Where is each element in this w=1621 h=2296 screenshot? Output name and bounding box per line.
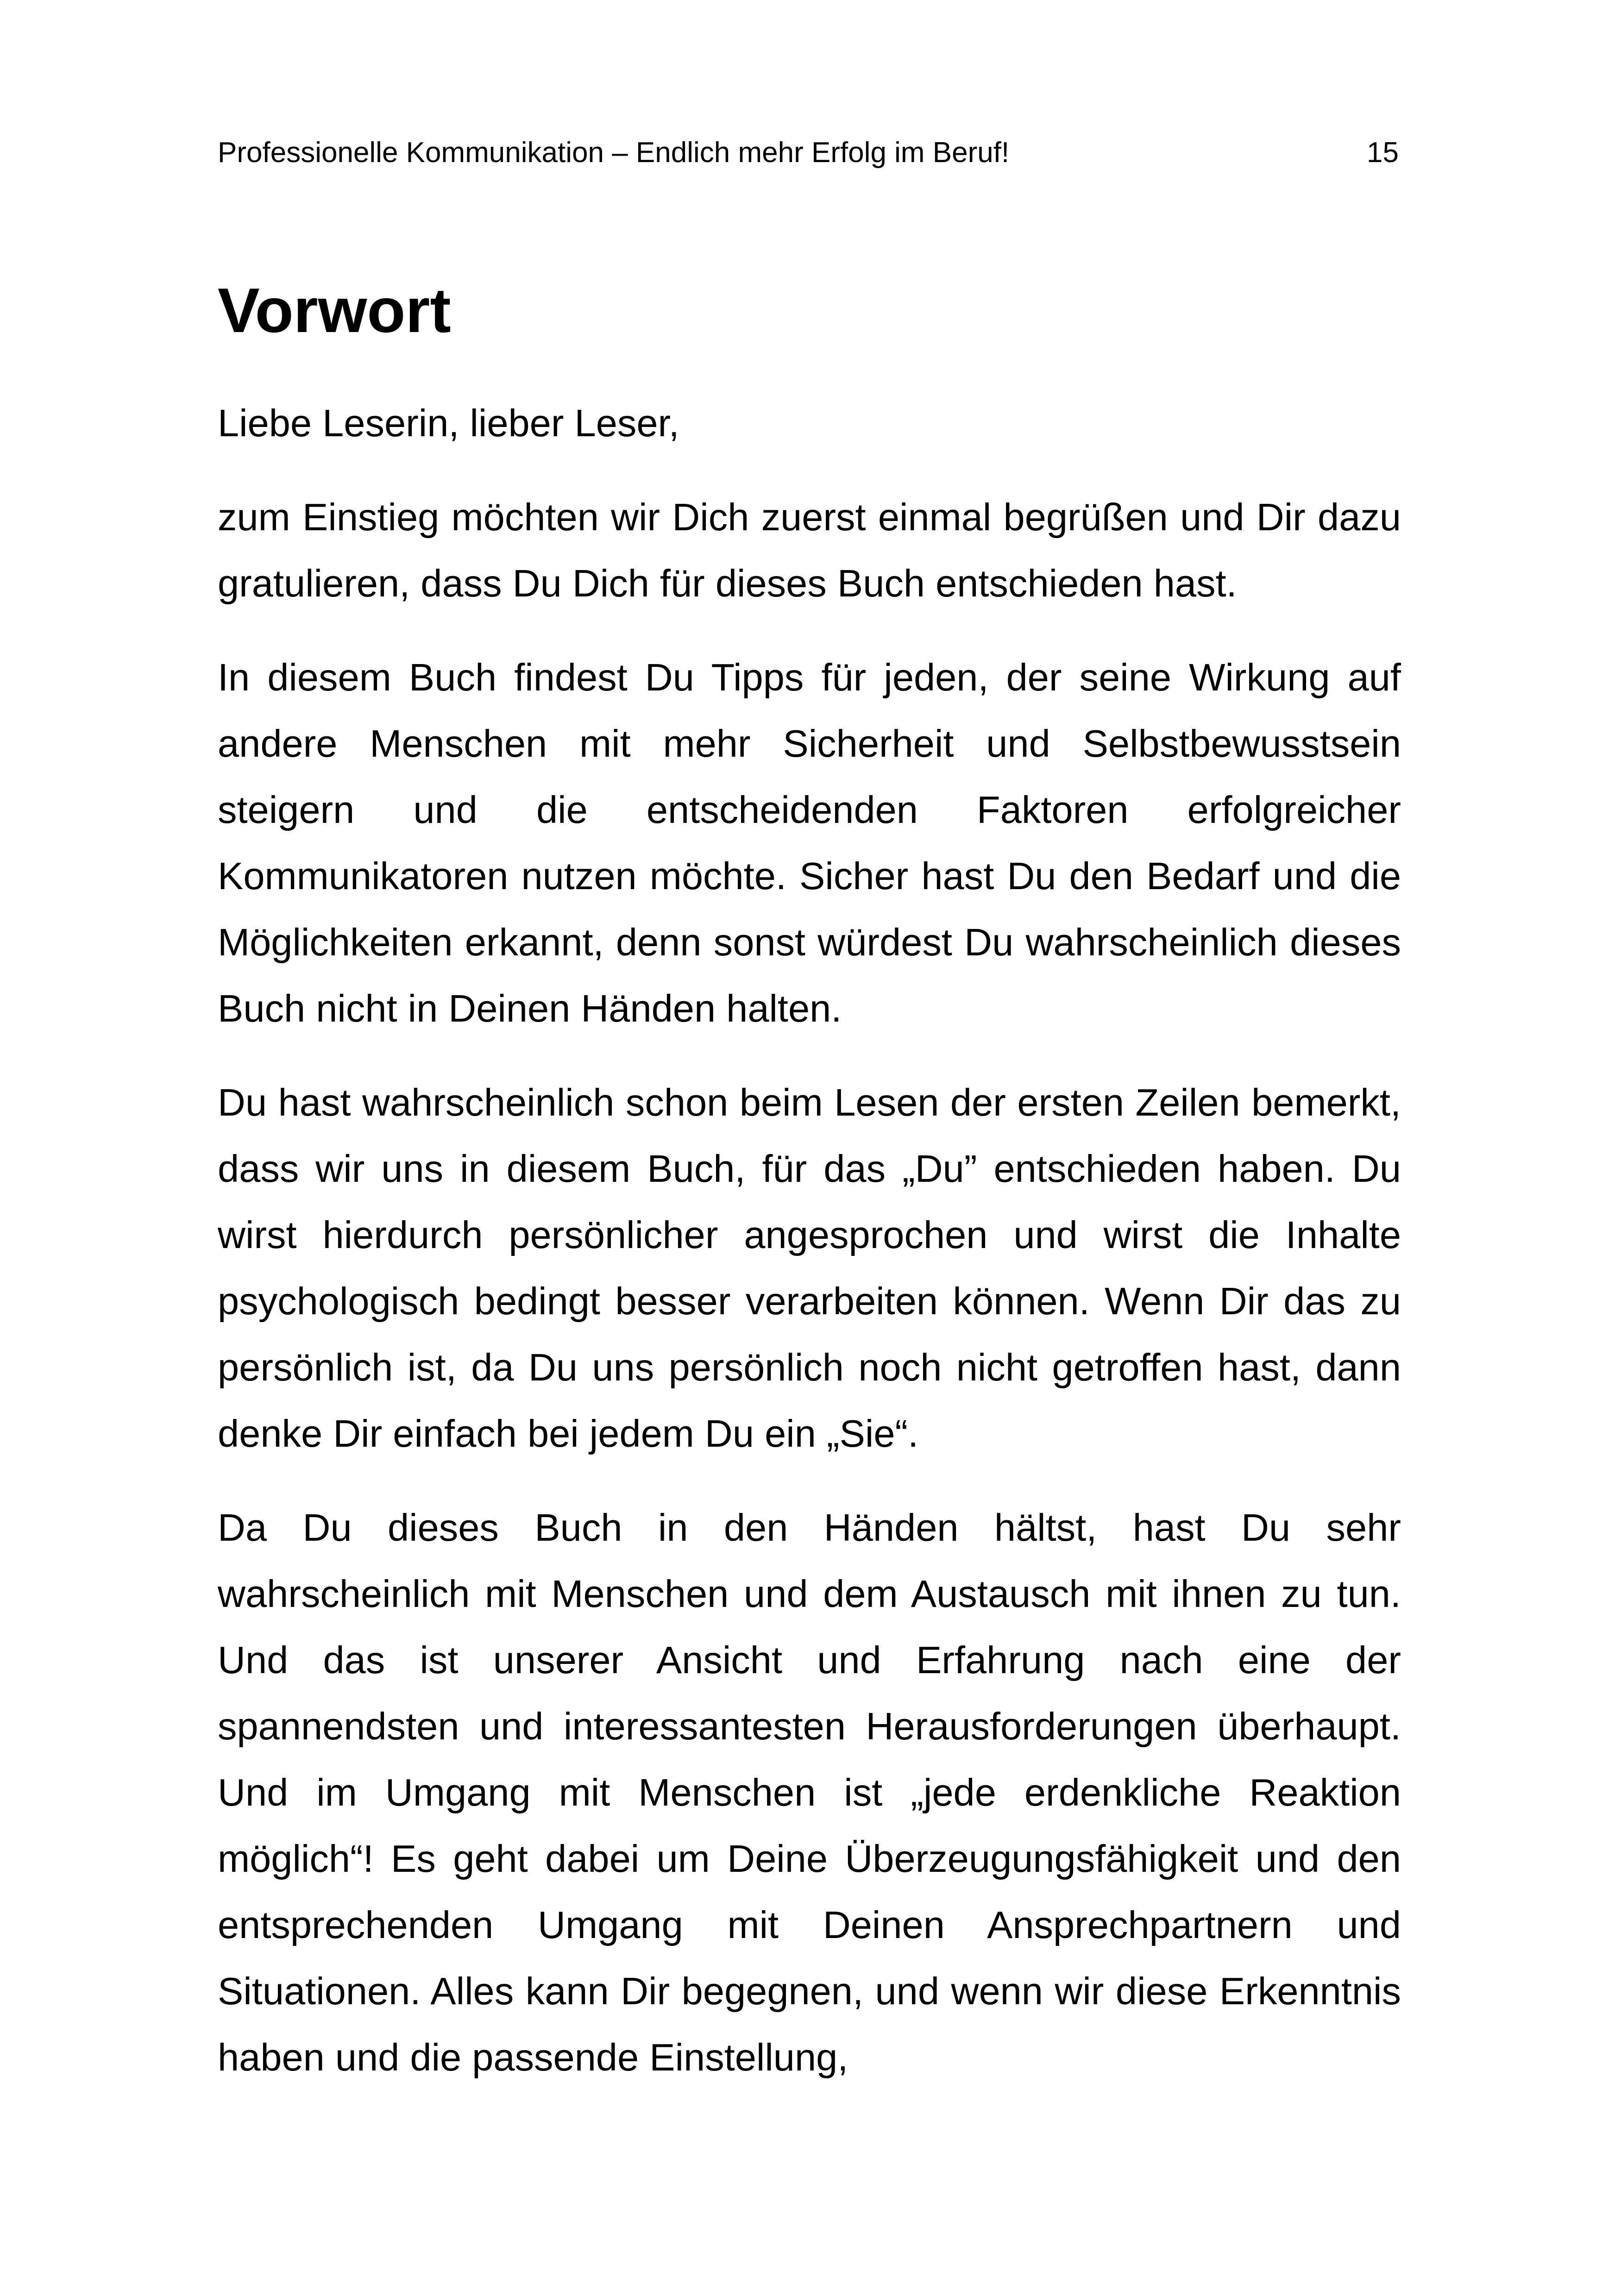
paragraph-3: Du hast wahrscheinlich schon beim Lesen der ersten Zeilen bemerkt, dass wir uns in diesem Buch, für das „Du” entschieden haben. Du wirst hierdurch persönlicher angesprochen und wirst die Inhalte psychologisch bedingt besser verarbeiten können. Wenn Dir das zu persönlich ist, da Du uns persönlich noch nicht getroffen hast, dann denke Dir einfach bei jedem Du ein „Sie“.: [218, 1081, 1401, 1455]
paragraph-2: In diesem Buch findest Du Tipps für jeden, der seine Wirkung auf andere Menschen mit mehr Sicherheit und Selbstbewusstsein steigern und die entscheidenden Faktoren erfolgreicher Kommunikatoren nutzen möchte. Sicher hast Du den Bedarf und die Möglichkeiten erkannt, denn sonst würdest Du wahrscheinlich dieses Buch nicht in Deinen Händen halten.: [218, 656, 1401, 1030]
paragraph-4: Da Du dieses Buch in den Händen hältst, hast Du sehr wahrscheinlich mit Menschen und dem Austausch mit ihnen zu tun. Und das ist unserer Ansicht und Erfahrung nach eine der spannendsten und interessantesten Herausforderungen überhaupt. Und im Umgang mit Menschen ist „jede erdenkliche Reaktion möglich“! Es geht dabei um Deine Überzeugungsfähigkeit und den entsprechenden Umgang mit Deinen Ansprechpartnern und Situationen. Alles kann Dir begegnen, und wenn wir diese Erkenntnis haben und die passende Einstellung,: [218, 1506, 1401, 2079]
chapter-title: Vorwort: [218, 275, 451, 345]
running-header-title: Professionelle Kommunikation – Endlich mehr Erfolg im Beruf!: [218, 137, 1010, 169]
salutation: Liebe Leserin, lieber Leser,: [218, 401, 679, 445]
page-content: [218, 259, 1401, 2090]
paragraph-1: zum Einstieg möchten wir Dich zuerst einmal begrüßen und Dir dazu gratulieren, dass Du Dich für dieses Buch entschieden hast.: [218, 496, 1401, 605]
running-header: [218, 134, 1399, 171]
page-number: 15: [1367, 137, 1399, 169]
